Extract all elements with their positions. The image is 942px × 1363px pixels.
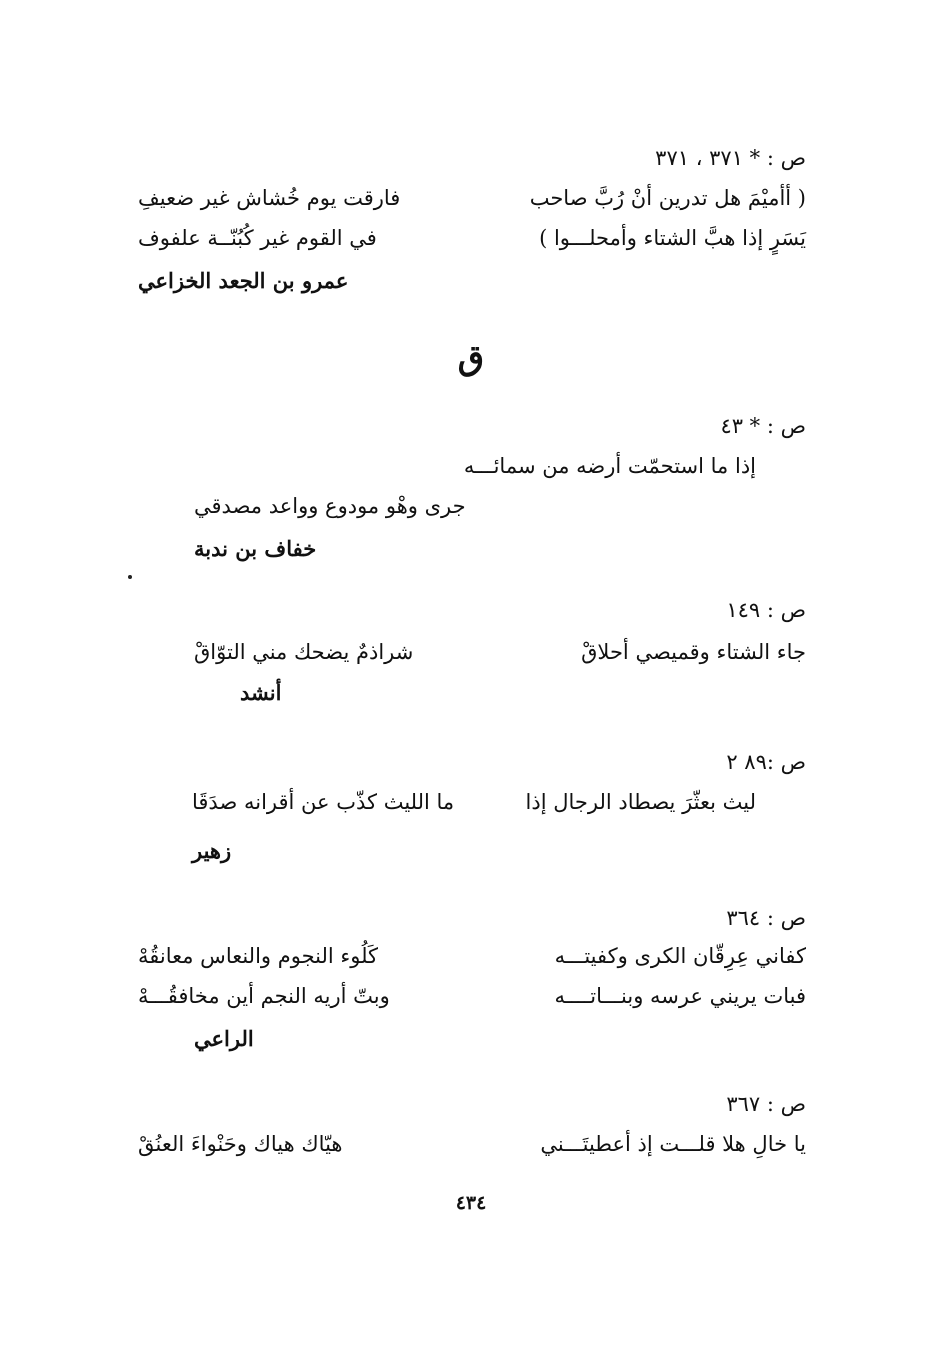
page-number: ٤٣٤ bbox=[455, 1192, 487, 1214]
verse-hemistich-first: إذا ما استحمّت أرضه من سمائـــه bbox=[463, 454, 756, 478]
poet-name: أنشد bbox=[240, 680, 282, 705]
verse-hemistich-right: يا خالِ هلا قلـــت إذ أعطيتَـــني bbox=[540, 1132, 806, 1156]
verse-hemistich-right: كفاني عِرِقّان الكرى وكفيتـــه bbox=[554, 944, 806, 968]
verse-hemistich-second: جرى وهْو مودوع وواعد مصدقي bbox=[194, 494, 466, 518]
page-reference: ص : * ٤٣ bbox=[720, 414, 806, 438]
poet-name: خفاف بن ندبة bbox=[194, 536, 317, 561]
section-letter: ق bbox=[457, 338, 485, 378]
verse-hemistich-right: فبات يريني عرسه وبنـــاتــــه bbox=[554, 984, 806, 1008]
verse-hemistich-left: شراذمٌ يضحك مني التوّاقْ bbox=[194, 640, 414, 664]
page-reference: ص : ٣٦٤ bbox=[726, 906, 806, 930]
verse-hemistich-left: فارقت يوم خُشاش غير ضعيفِ bbox=[138, 186, 401, 210]
verse-hemistich-right: جاء الشتاء وقميصي أحلاقْ bbox=[581, 640, 806, 664]
poet-name: زهير bbox=[192, 838, 232, 863]
verse-hemistich-right: يَسَرٍ إذا هبَّ الشتاء وأمحلـــوا ) bbox=[539, 226, 806, 250]
verse-hemistich-right: ليث بعثّرَ يصطاد الرجال إذا bbox=[525, 790, 756, 814]
verse-hemistich-left: في القوم غير كُبُنّــة علفوف bbox=[138, 226, 377, 250]
page-reference: ص : ١٤٩ bbox=[726, 598, 806, 622]
stray-mark bbox=[128, 575, 132, 579]
verse-hemistich-left: ما الليث كذّب عن أقرانه صدَقَا bbox=[192, 790, 455, 814]
page-reference: ص : * ٣٧١ ، ٣٧١ bbox=[655, 146, 806, 170]
page-reference: ص : ٣٦٧ bbox=[726, 1092, 806, 1116]
verse-hemistich-left: وبتّ أريه النجم أين مخافقُـــهْ bbox=[138, 984, 390, 1008]
poet-name: الراعي bbox=[194, 1026, 254, 1051]
verse-hemistich-left: هيّاك هياك وحَنْواءَ العنُقْ bbox=[138, 1132, 343, 1156]
verse-hemistich-right: ( أأميْمَ هل تدرين أنْ رُبَّ صاحب bbox=[529, 186, 806, 210]
verse-hemistich-left: كَلُوء النجوم والنعاس معانقُهْ bbox=[138, 944, 379, 968]
page-reference: ص :٨٩ ٢ bbox=[726, 750, 806, 774]
poet-name: عمرو بن الجعد الخزاعي bbox=[138, 268, 349, 293]
